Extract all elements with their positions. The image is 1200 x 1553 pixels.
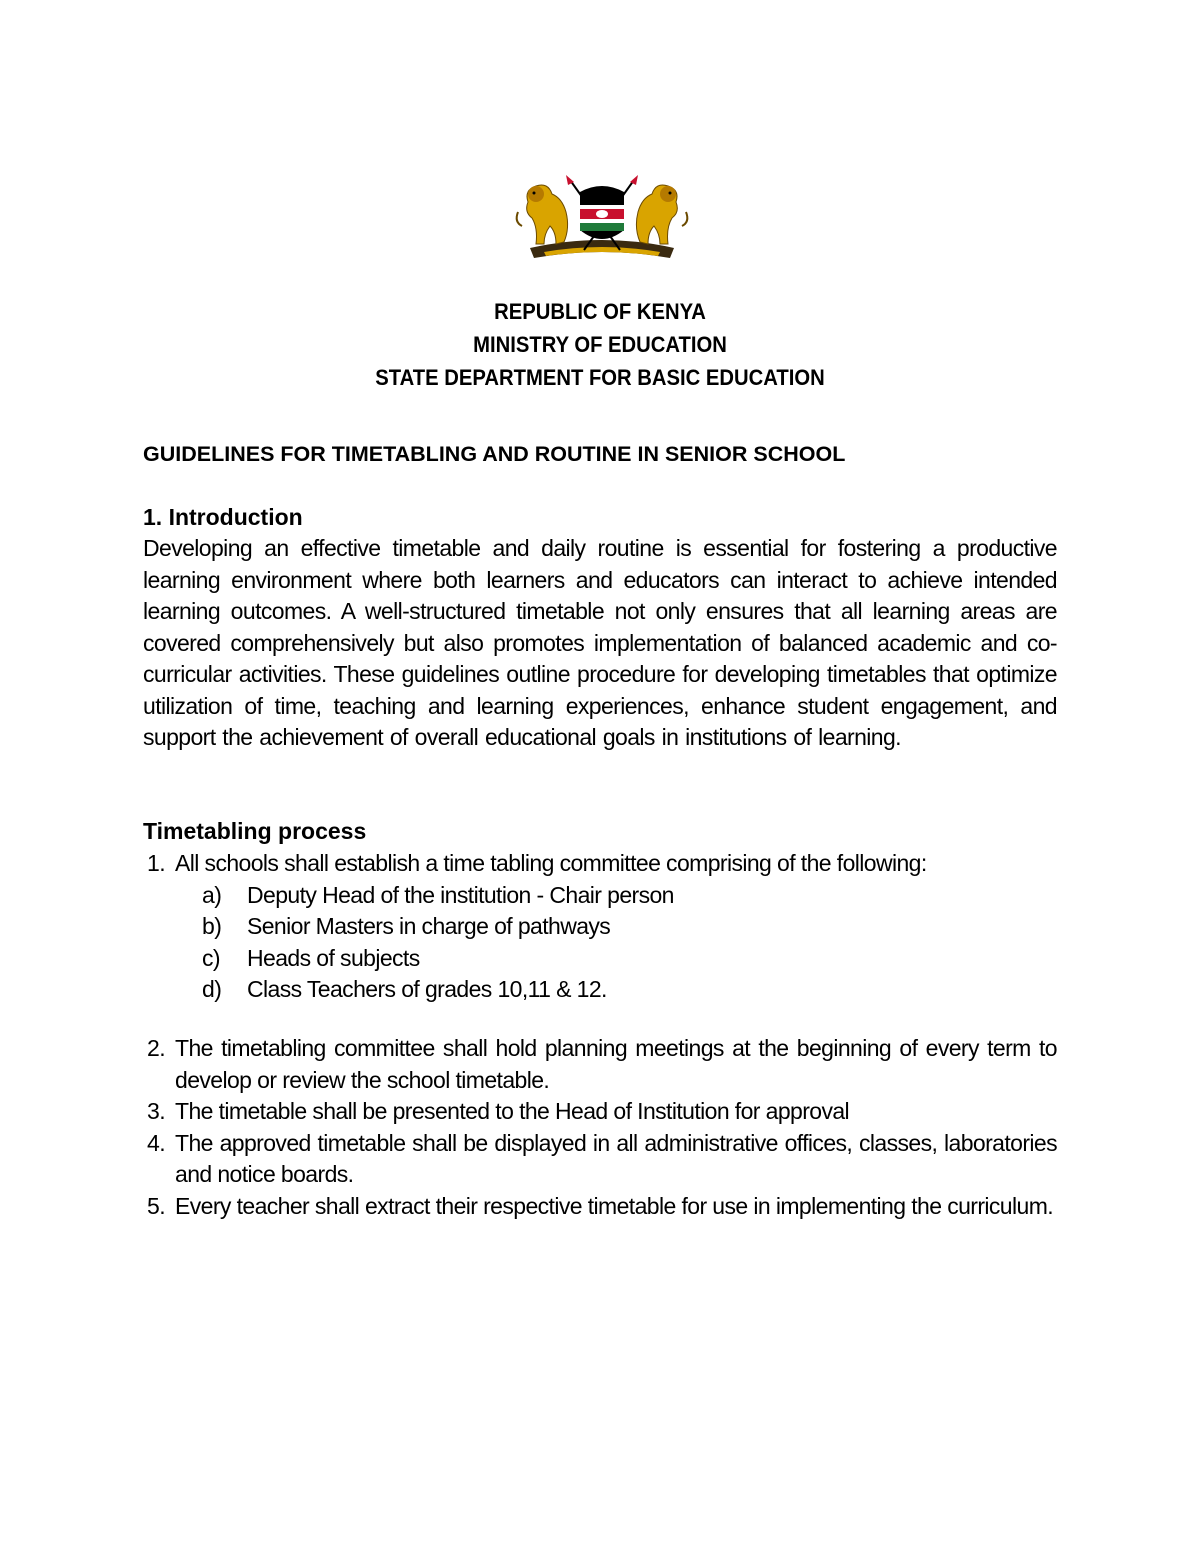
list-item [143, 1191, 1057, 1223]
header-block [48, 295, 1152, 394]
sub-item-text: Heads of subjects [247, 944, 420, 971]
list-item-number: 4. [147, 1129, 165, 1156]
introduction-paragraph: Developing an effective timetable and daily routine is essential for fostering a productive learning environment where both learners and educators can interact to achieve intended learning outcomes. A well-structured timetable not only ensures that all learning areas are covered comprehensively but also promotes implementation of balanced academic and co-curricular activities. These guidelines outline procedure for developing timetables that optimize utilization of time, teaching and learning experiences, enhance student engagement, and support the achievement of overall educational goals in institutions of learning. [143, 535, 1057, 750]
timetabling-process-heading: Timetabling process [143, 818, 367, 844]
process-list-part2 [143, 1033, 1057, 1222]
sub-list-item [143, 943, 1057, 975]
sub-item-text: Class Teachers of grades 10,11 & 12. [247, 976, 607, 1002]
sub-list-item [143, 880, 1057, 912]
sub-item-text: Senior Masters in charge of pathways [247, 913, 611, 939]
sub-item-letter: b) [202, 913, 222, 939]
sub-item-letter: d) [202, 976, 222, 1002]
header-ministry: MINISTRY OF EDUCATION [473, 332, 727, 357]
list-item [143, 1096, 1057, 1128]
process-list-part1 [143, 848, 1057, 1006]
list-item-number: 5. [147, 1192, 165, 1219]
list-item-number: 2. [147, 1035, 165, 1061]
list-item-text: The approved timetable shall be displayed in all administrative offices, classes, laboratories and notice boards. [175, 1129, 1057, 1187]
list-item-text: All schools shall establish a time tabling committee comprising of the following: [175, 850, 927, 876]
list-item [143, 848, 1057, 880]
sub-list-item [143, 974, 1057, 1006]
list-item-number: 1. [147, 850, 165, 876]
sub-list-item [143, 911, 1057, 943]
introduction-heading: 1. Introduction [143, 504, 303, 530]
list-item-text: The timetabling committee shall hold planning meetings at the beginning of every term to develop or review the school timetable. [175, 1035, 1057, 1093]
header-state-department: STATE DEPARTMENT FOR BASIC EDUCATION [375, 365, 825, 390]
sub-item-letter: c) [202, 944, 220, 971]
document-title: GUIDELINES FOR TIMETABLING AND ROUTINE IN SENIOR SCHOOL [143, 442, 846, 466]
list-item [143, 1033, 1057, 1096]
list-item-text: Every teacher shall extract their respective timetable for use in implementing the curriculum. [175, 1192, 1054, 1219]
list-item [143, 1128, 1057, 1191]
sub-item-letter: a) [202, 881, 222, 908]
sub-item-text: Deputy Head of the institution - Chair person [247, 881, 674, 908]
list-item-number: 3. [147, 1098, 165, 1124]
list-item-text: The timetable shall be presented to the Head of Institution for approval [175, 1098, 850, 1124]
header-republic: REPUBLIC OF KENYA [494, 299, 706, 324]
coat-of-arms-icon [510, 172, 694, 262]
